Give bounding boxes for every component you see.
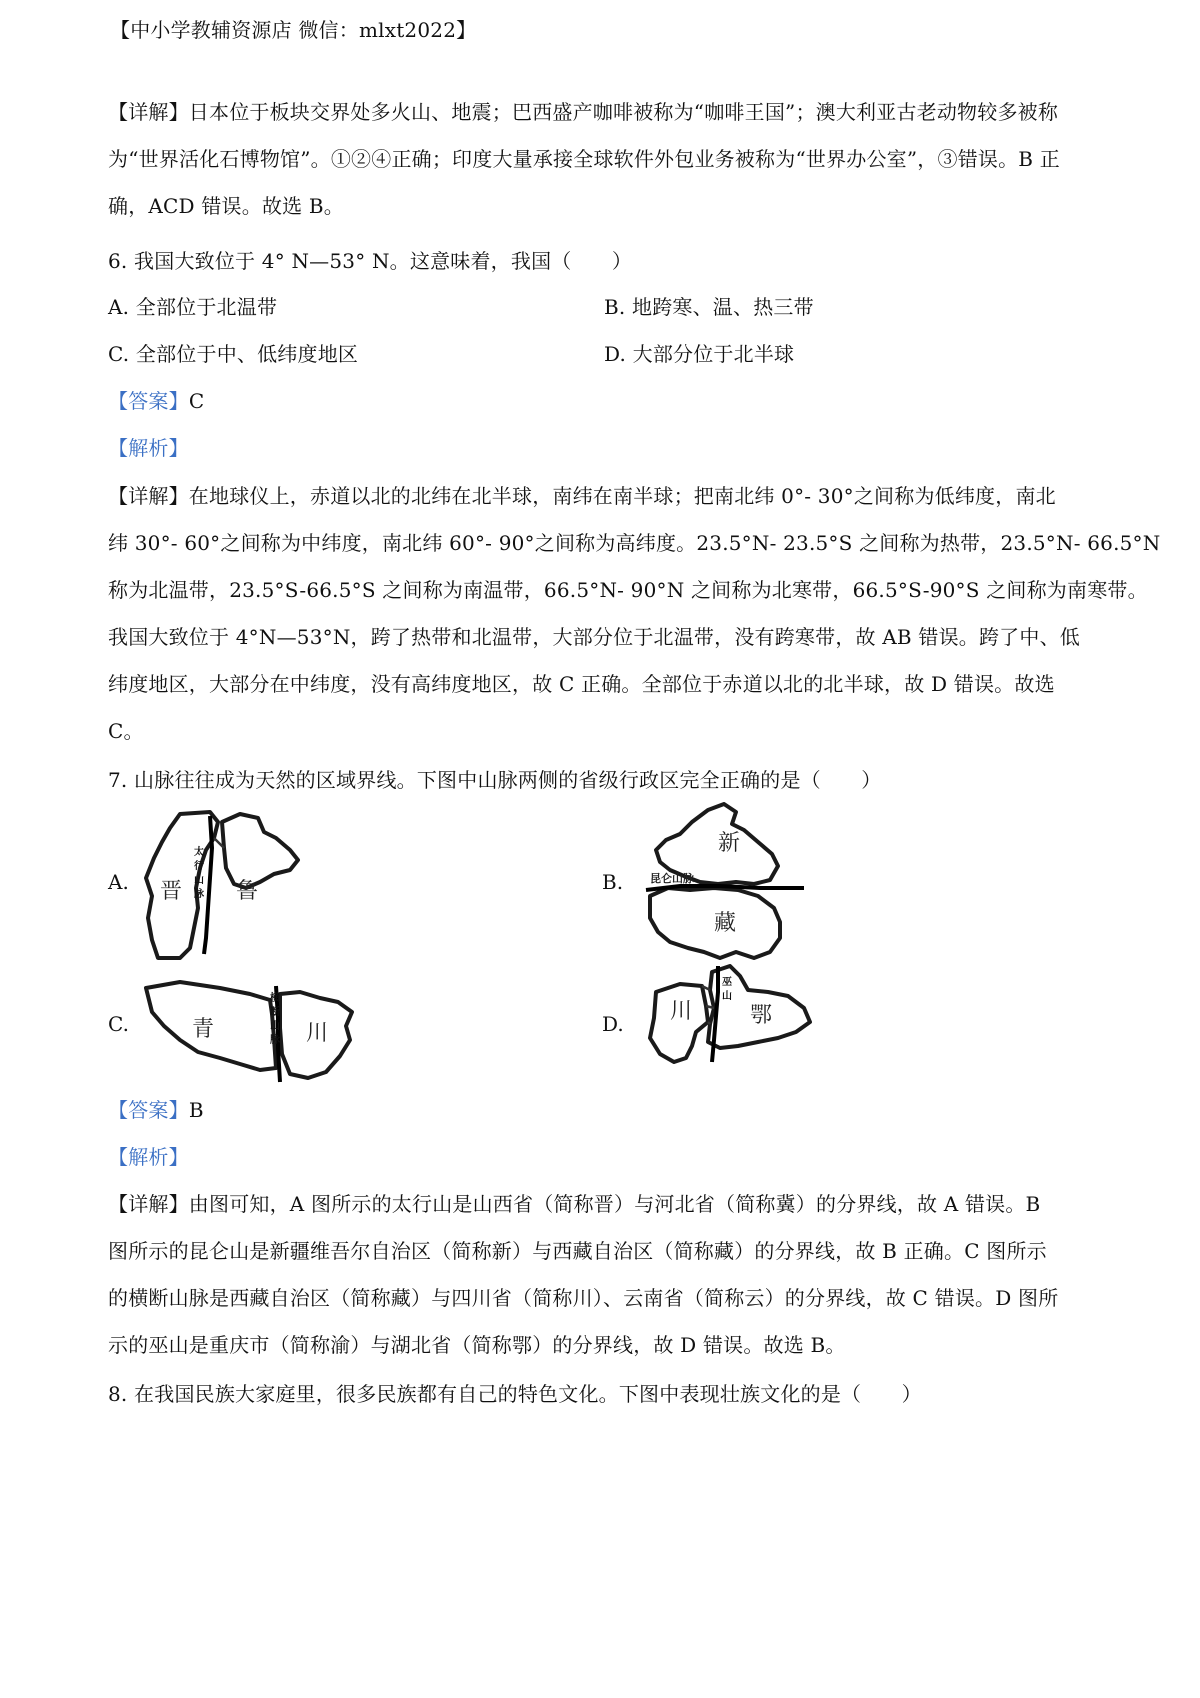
q7-answer-value: B <box>188 1098 204 1122</box>
q7-map-a <box>140 808 380 960</box>
q7-answer <box>108 1096 204 1124</box>
q7-option-a-label: A. <box>108 870 129 894</box>
q7-map-d-left-name: 川 <box>670 999 693 1024</box>
q6-detail-line-3: 称为北温带，23.5°S-66.5°S 之间称为南温带，66.5°N- 90°N 之间称为北寒带，66.5°S-90°S 之间称为南寒带。 <box>108 578 1148 602</box>
q7-map-b <box>640 802 810 962</box>
q5-detail-line-1: 【详解】日本位于板块交界处多火山、地震；巴西盛产咖啡被称为“咖啡王国”；澳大利亚古老动物较多被称 <box>108 100 1059 124</box>
q7-map-a-mountain-label: 太行山脉 <box>194 847 204 900</box>
q7-map-b-bottom-name: 藏 <box>714 911 737 936</box>
q7-map-b-mountain-label: 昆仑山脉 <box>650 872 694 885</box>
q6-detail-line-5: 纬度地区，大部分在中纬度，没有高纬度地区，故 C 正确。全部位于赤道以北的北半球，故 D 错误。故选 <box>108 672 1055 696</box>
q7-map-a-right-name: 鲁 <box>236 879 259 904</box>
q6-detail-line-6: C。 <box>108 719 144 743</box>
header-watermark: 【中小学教辅资源店 微信：mlxt2022】 <box>110 18 477 42</box>
q7-detail-line-3: 的横断山脉是西藏自治区（简称藏）与四川省（简称川）、云南省（简称云）的分界线，故 C 错误。D 图所 <box>108 1286 1059 1310</box>
q5-detail-line-3: 确，ACD 错误。故选 B。 <box>108 194 344 218</box>
q6-answer <box>108 387 204 415</box>
q5-detail-line-2: 为“世界活化石博物馆”。①②④正确；印度大量承接全球软件外包业务被称为“世界办公室”，③错误。B 正 <box>108 147 1060 171</box>
q7-map-c-right-name: 川 <box>306 1021 329 1046</box>
q7-option-b-label: B. <box>602 870 624 894</box>
q7-option-d-label: D. <box>602 1012 624 1036</box>
q6-option-c: C. 全部位于中、低纬度地区 <box>108 342 359 366</box>
q7-detail-line-1: 【详解】由图可知，A 图所示的太行山是山西省（简称晋）与河北省（简称冀）的分界线，故 A 错误。B <box>108 1192 1041 1216</box>
q7-answer-tag: 【答案】 <box>108 1098 189 1122</box>
q6-detail-line-2: 纬 30°- 60°之间称为中纬度，南北纬 60°- 90°之间称为高纬度。23.5°N- 23.5°S 之间称为热带，23.5°N- 66.5°N <box>108 531 1161 555</box>
q7-map-b-top-name: 新 <box>718 831 741 856</box>
q6-option-b: B. 地跨寒、温、热三带 <box>604 295 814 319</box>
q7-detail-line-2: 图所示的昆仑山是新疆维吾尔自治区（简称新）与西藏自治区（简称藏）的分界线，故 B 正确。C 图所示 <box>108 1239 1047 1263</box>
q7-map-c-left-name: 青 <box>192 1017 215 1042</box>
q7-analysis-tag: 【解析】 <box>108 1145 189 1169</box>
q7-option-c-label: C. <box>108 1012 129 1036</box>
q6-detail-line-1: 【详解】在地球仪上，赤道以北的北纬在北半球，南纬在南半球；把南北纬 0°- 30°之间称为低纬度，南北 <box>108 484 1056 508</box>
q7-stem: 7. 山脉往往成为天然的区域界线。下图中山脉两侧的省级行政区完全正确的是（ ） <box>108 768 882 792</box>
q7-map-d <box>640 962 840 1072</box>
q7-detail-line-4: 示的巫山是重庆市（简称渝）与湖北省（简称鄂）的分界线，故 D 错误。故选 B。 <box>108 1333 846 1357</box>
q7-map-c <box>140 978 390 1088</box>
q6-detail-line-4: 我国大致位于 4°N—53°N，跨了热带和北温带，大部分位于北温带，没有跨寒带，故 AB 错误。跨了中、低 <box>108 625 1080 649</box>
q6-option-a: A. 全部位于北温带 <box>108 295 278 319</box>
q6-answer-value: C <box>188 389 205 413</box>
q6-stem: 6. 我国大致位于 4° N—53° N。这意味着，我国（ ） <box>108 249 633 273</box>
q7-map-d-mountain-label: 巫山 <box>722 977 732 1002</box>
q6-analysis-tag: 【解析】 <box>108 436 189 460</box>
q6-option-d: D. 大部分位于北半球 <box>604 342 795 366</box>
q8-stem: 8. 在我国民族大家庭里，很多民族都有自己的特色文化。下图中表现壮族文化的是（ ） <box>108 1382 922 1406</box>
q7-map-d-right-name: 鄂 <box>750 1003 773 1028</box>
q6-answer-tag: 【答案】 <box>108 389 189 413</box>
q7-map-a-left-name: 晋 <box>160 879 183 904</box>
q7-map-c-mountain-label: 横断山脉 <box>270 993 280 1046</box>
